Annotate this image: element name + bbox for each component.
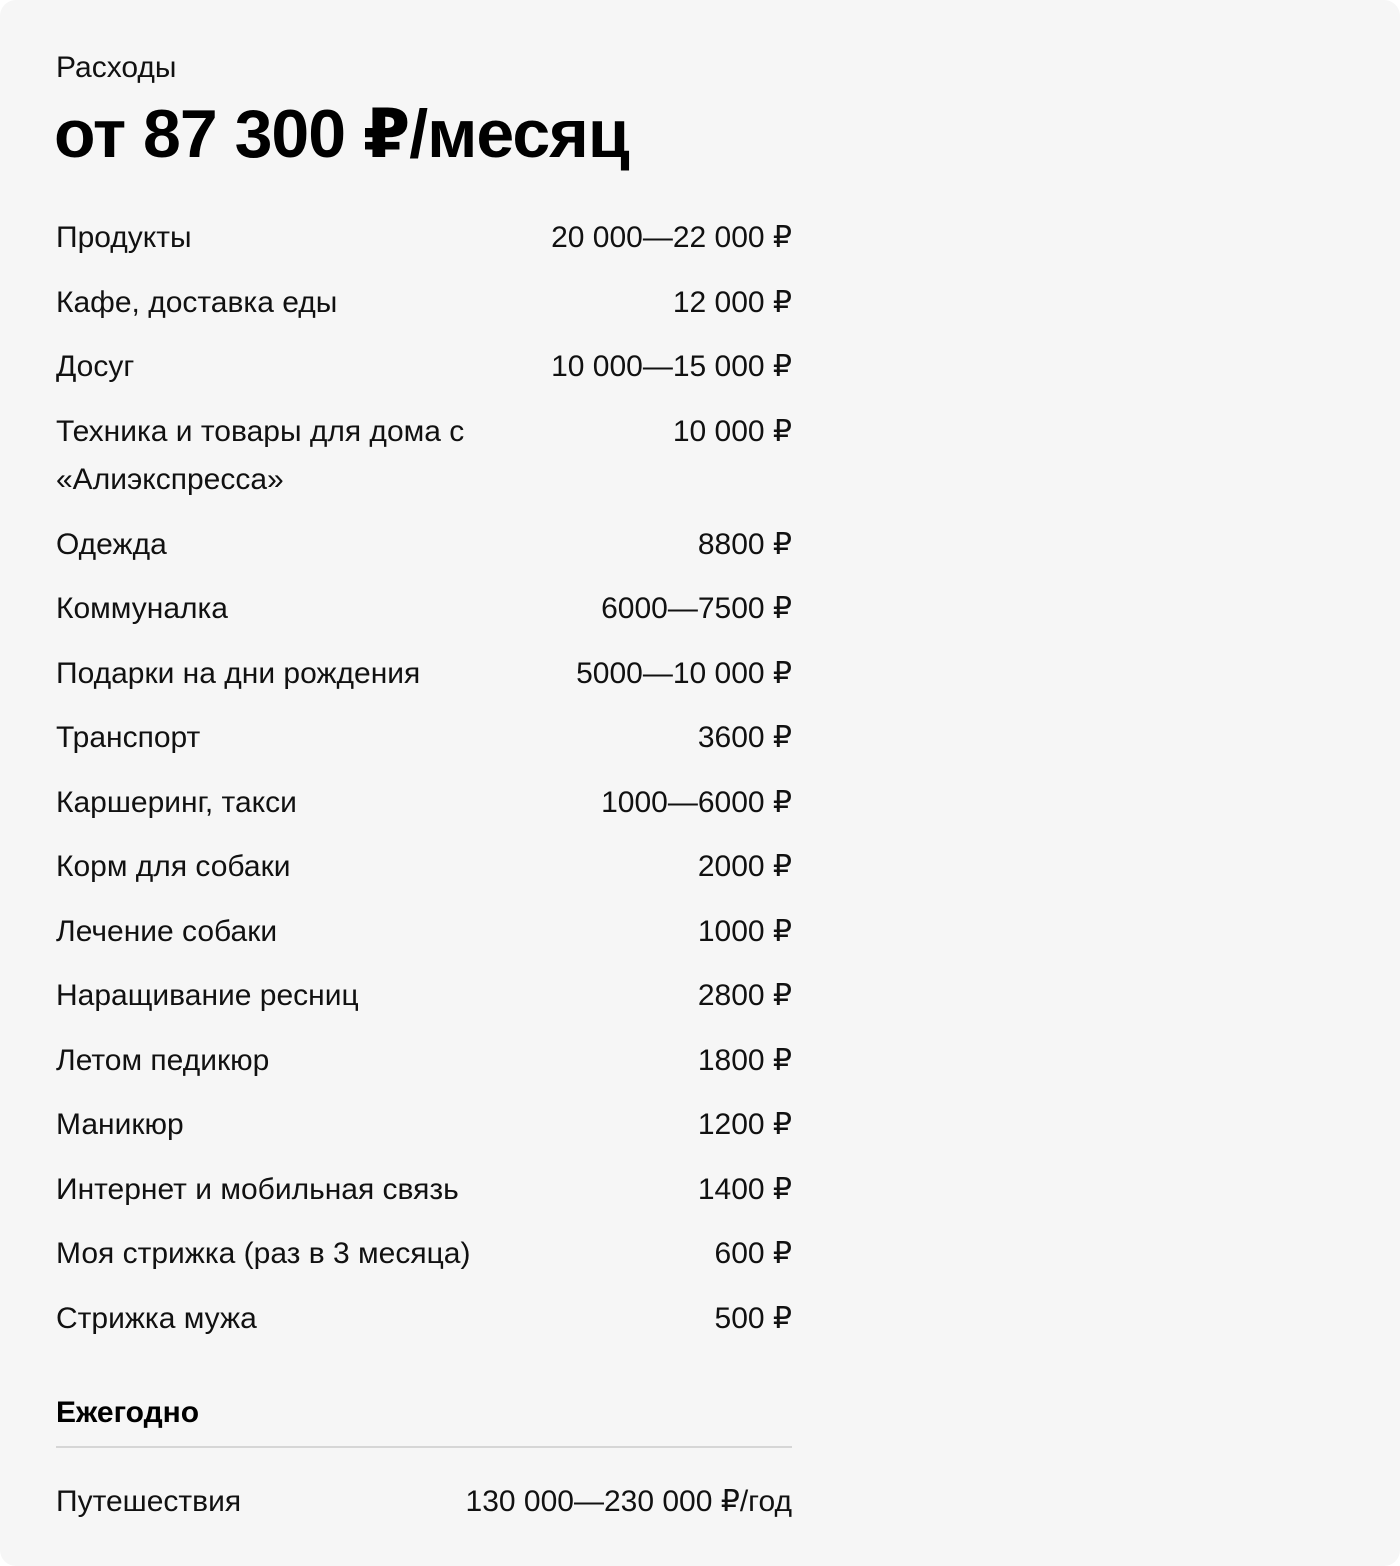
annual-value: 130 000—230 000 ₽/год <box>465 1485 792 1518</box>
expense-row <box>56 1222 792 1287</box>
expense-label: Подарки на дни рождения <box>56 656 421 690</box>
expense-value: 5000—10 000 ₽ <box>576 656 792 690</box>
expense-label: Наращивание ресниц <box>56 979 359 1012</box>
expense-value: 3600 ₽ <box>697 721 792 754</box>
expense-value: 500 ₽ <box>714 1301 792 1335</box>
expense-row <box>56 1029 792 1094</box>
expense-label: Моя стрижка (раз в 3 месяца) <box>56 1237 471 1270</box>
expense-value: 1400 ₽ <box>697 1172 792 1206</box>
expense-row <box>56 642 792 707</box>
expense-label: Лечение собаки <box>56 914 278 948</box>
expense-label: Корм для собаки <box>56 850 291 883</box>
expense-row <box>56 271 792 336</box>
expense-row <box>56 1287 792 1352</box>
expense-value: 10 000—15 000 ₽ <box>551 350 792 383</box>
expense-value: 20 000—22 000 ₽ <box>551 221 792 254</box>
expense-row <box>56 335 792 400</box>
expense-label: Одежда <box>56 527 167 561</box>
expense-row <box>56 706 792 771</box>
expense-row <box>56 513 792 578</box>
annual-row <box>56 1448 792 1535</box>
expense-label: Продукты <box>56 221 192 254</box>
expense-value: 2800 ₽ <box>697 979 792 1012</box>
expense-label: Досуг <box>56 350 135 383</box>
expense-label: Техника и товары для дома с «Алиэкспресса» <box>56 414 465 496</box>
expense-list <box>56 206 792 1351</box>
expense-value: 1000—6000 ₽ <box>601 785 792 819</box>
expense-label: Маникюр <box>56 1108 184 1141</box>
expense-row <box>56 400 792 513</box>
expense-label: Каршеринг, такси <box>56 785 297 819</box>
expense-value: 10 000 ₽ <box>672 414 792 448</box>
expense-row <box>56 835 792 900</box>
expense-row <box>56 1158 792 1223</box>
expense-value: 1000 ₽ <box>697 914 792 948</box>
expense-value: 1800 ₽ <box>697 1043 792 1077</box>
expense-value: 12 000 ₽ <box>672 285 792 319</box>
expense-value: 600 ₽ <box>714 1237 792 1270</box>
annual-heading: Ежегодно <box>56 1390 792 1448</box>
expense-value: 1200 ₽ <box>697 1108 792 1141</box>
expense-row <box>56 1093 792 1158</box>
expense-label: Кафе, доставка еды <box>56 285 338 319</box>
expense-label: Транспорт <box>56 721 201 754</box>
annual-label: Путешествия <box>56 1485 242 1518</box>
expense-row <box>56 577 792 642</box>
expense-row <box>56 206 792 271</box>
expense-label: Коммуналка <box>56 592 228 625</box>
card-headline: от 87 300 ₽/месяц <box>54 96 629 172</box>
expense-label: Летом педикюр <box>56 1043 270 1077</box>
expense-row <box>56 771 792 836</box>
expense-value: 6000—7500 ₽ <box>601 592 792 625</box>
expense-row <box>56 900 792 965</box>
card-subtitle: Расходы <box>56 51 177 84</box>
expense-row <box>56 964 792 1029</box>
annual-section <box>56 1390 792 1535</box>
expense-label: Интернет и мобильная связь <box>56 1172 459 1206</box>
expense-value: 8800 ₽ <box>697 527 792 561</box>
expense-value: 2000 ₽ <box>697 850 792 883</box>
expense-label: Стрижка мужа <box>56 1301 257 1335</box>
